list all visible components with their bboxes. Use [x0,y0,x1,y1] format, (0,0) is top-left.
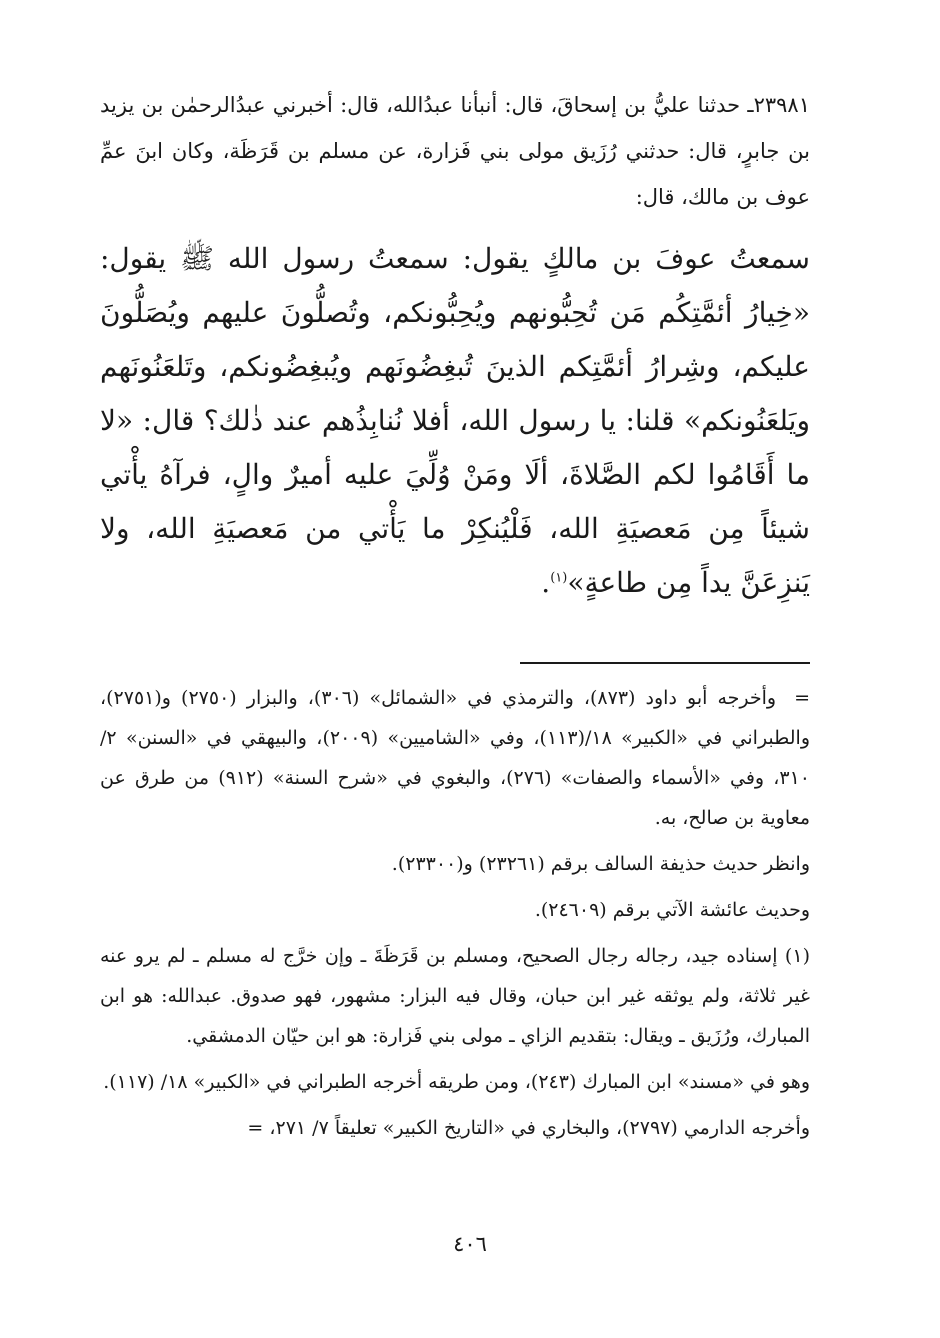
footnote-text: وأخرجه أبو داود (٨٧٣)، والترمذي في «الشمائل» (٣٠٦)، والبزار (٢٧٥٠) و(٢٧٥١)، والطبراني في «الكبير» ١٨/(١١٣)، وفي «الشاميين» (٢٠٠٩)، والبيهقي في «السنن» ٢/ ٣١٠، وفي «الأسماء والصفات» (٢٧٦)، والبغوي في «شرح السنة» (٩١٢) من طرق عن معاوية بن صالح، به. [100,687,811,829]
footnote-separator [520,662,810,664]
hadith-matn [100,232,810,610]
hadith-matn-text: سمعتُ عوفَ بن مالكٍ يقول: سمعتُ رسول الله ﷺ يقول: «خِيارُ أئمَّتِكُم مَن تُحِبُّونهم ويُحِبُّونكم، وتُصلُّونَ عليهم ويُصَلُّونَ عليكم، وشِرارُ أئمَّتِكم الذينَ تُبغِضُونَهم ويُبغِضُونكم، وتَلعَنُونَهم ويَلعَنُونكم» قلنا: يا رسول الله، أفلا نُنابِذُهم عند ذٰلك؟ قال: «لا ما أَقَامُوا لكم الصَّلاةَ، ألَا ومَنْ وُلِّيَ عليه أميرٌ والٍ، فرآهُ يأْتي شيئاً مِن مَعصيَةِ الله، فَلْيُنكِرْ ما يَأْتي من مَعصيَةِ الله، ولا يَنزِعَنَّ يداً مِن طاعةٍ» [100,242,811,599]
page-number: ٤٠٦ [453,1232,487,1256]
footnote-paragraph: (١) إسناده جيد، رجاله رجال الصحيح، ومسلم بن قَرَظَةَ ـ وإن خرَّج له مسلم ـ لم يرو عنه غير ثلاثة، ولم يوثقه غير ابن حبان، وقال فيه البزار: مشهور، فهو صدوق. عبدالله: هو ابن المبارك، ورُزَيق ـ ويقال: بتقديم الزاي ـ مولى بني فَزارة: هو ابن حيّان الدمشقي. [100,945,810,1047]
footnote-paragraph: وأخرجه الدارمي (٢٧٩٧)، والبخاري في «التاريخ الكبير» تعليقاً ٧/ ٢٧١، = [247,1117,810,1139]
footnote-paragraph [100,678,810,838]
footnote-paragraph: وهو في «مسند» ابن المبارك (٢٤٣)، ومن طريقه أخرجه الطبراني في «الكبير» ١٨/ (١١٧). [103,1071,810,1093]
continuation-mark: = [794,687,811,709]
document-page [100,82,810,1282]
footnote-paragraph: وانظر حديث حذيفة السالف برقم (٢٣٢٦١) و(٢٣٣٠٠). [391,853,810,875]
footnote-ref: (١) [550,570,568,586]
footnote-paragraph: وحديث عائشة الآتي برقم (٢٤٦٠٩). [534,899,810,921]
hadith-matn-end: . [541,566,551,599]
hadith-isnad: ٢٣٩٨١ـ حدثنا عليُّ بن إسحاقَ، قال: أنبأنا عبدُالله، قال: أخبرني عبدُالرحمٰن بن يزيد بن جابرٍ، قال: حدثني رُزَيق مولى بني فَزارة، عن مسلم بن قَرَظَة، وكان ابنَ عمِّ عوف بن مالك، قال: [100,93,810,209]
